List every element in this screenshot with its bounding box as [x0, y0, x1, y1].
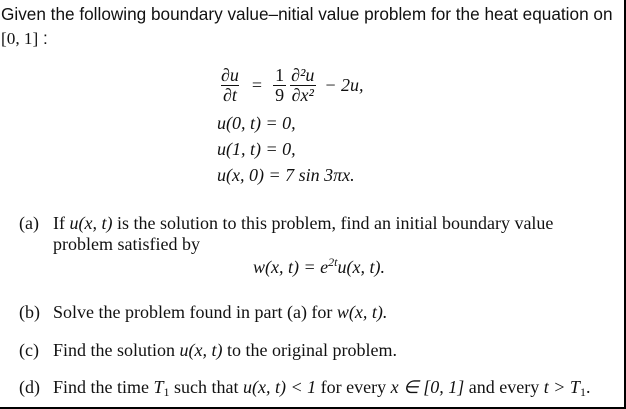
part-c-text-end: to the original problem.: [222, 340, 397, 360]
part-d-label: (d): [19, 377, 40, 397]
part-a-label: (a): [19, 213, 39, 233]
part-b-text: Solve the problem found in part (a) for: [53, 302, 337, 322]
equals-sign: =: [251, 75, 263, 95]
part-a-line-2: problem satisfied by: [53, 234, 200, 254]
intro-interval-line: [1, 26, 621, 51]
part-d-condition: u(x, t) < 1: [243, 377, 317, 397]
part-c-math: u(x, t): [179, 340, 223, 360]
part-d-text-start: Find the time: [53, 377, 154, 397]
reaction-term: − 2u,: [324, 75, 364, 95]
part-c-label: (c): [19, 340, 39, 360]
intro-text: Given the following boundary value–nitial value problem for the heat equation on: [1, 4, 613, 24]
problem-intro: [1, 2, 621, 51]
part-d-domain: x ∈ [0, 1]: [390, 377, 465, 397]
part-d-text-mid2: for every: [316, 377, 391, 397]
part-a-math: u(x, t): [69, 213, 113, 233]
coefficient-numerator: 1: [275, 64, 285, 85]
transform-lhs: w(x, t) = e: [253, 257, 329, 277]
initial-condition: u(x, 0) = 7 sin 3πx.: [217, 165, 355, 185]
time-derivative: [219, 66, 241, 105]
intro-colon: :: [38, 28, 48, 48]
time-derivative-denominator: ∂t: [223, 84, 237, 105]
heat-equation: [217, 60, 364, 110]
second-derivative-numerator: ∂²u: [291, 64, 315, 85]
second-derivative: [289, 66, 316, 105]
part-c-text-start: Find the solution: [53, 340, 180, 360]
part-a-text-start: If: [53, 213, 70, 233]
transform-equation: [253, 257, 385, 278]
part-d-condition-2-subscript: 1: [579, 385, 586, 399]
diffusion-coefficient: [273, 66, 286, 105]
transform-rhs: u(x, t).: [337, 257, 385, 277]
part-b-label: (b): [19, 302, 40, 322]
part-d-text-mid3: and every: [464, 377, 544, 397]
time-symbol: T: [153, 377, 164, 397]
coefficient-denominator: 9: [275, 84, 285, 105]
part-b: [19, 302, 387, 323]
equation-system: [217, 60, 364, 188]
part-d-condition-2: t > T: [543, 377, 580, 397]
part-d-end: .: [585, 377, 591, 397]
transform-exponent: 2t: [328, 255, 338, 269]
part-a: [19, 213, 553, 255]
time-subscript: 1: [163, 385, 170, 399]
part-c: [19, 340, 397, 361]
interval: [0, 1]: [1, 29, 39, 48]
second-derivative-denominator: ∂x²: [291, 84, 314, 105]
right-boundary-condition: u(1, t) = 0,: [217, 139, 296, 159]
left-boundary-condition: u(0, t) = 0,: [217, 113, 296, 133]
part-d-text-mid: such that: [169, 377, 244, 397]
time-derivative-numerator: ∂u: [221, 64, 239, 85]
part-a-text-rest: is the solution to this problem, find an initial boundary value: [112, 213, 554, 233]
part-d: [19, 377, 590, 398]
part-b-math: w(x, t).: [336, 302, 388, 322]
